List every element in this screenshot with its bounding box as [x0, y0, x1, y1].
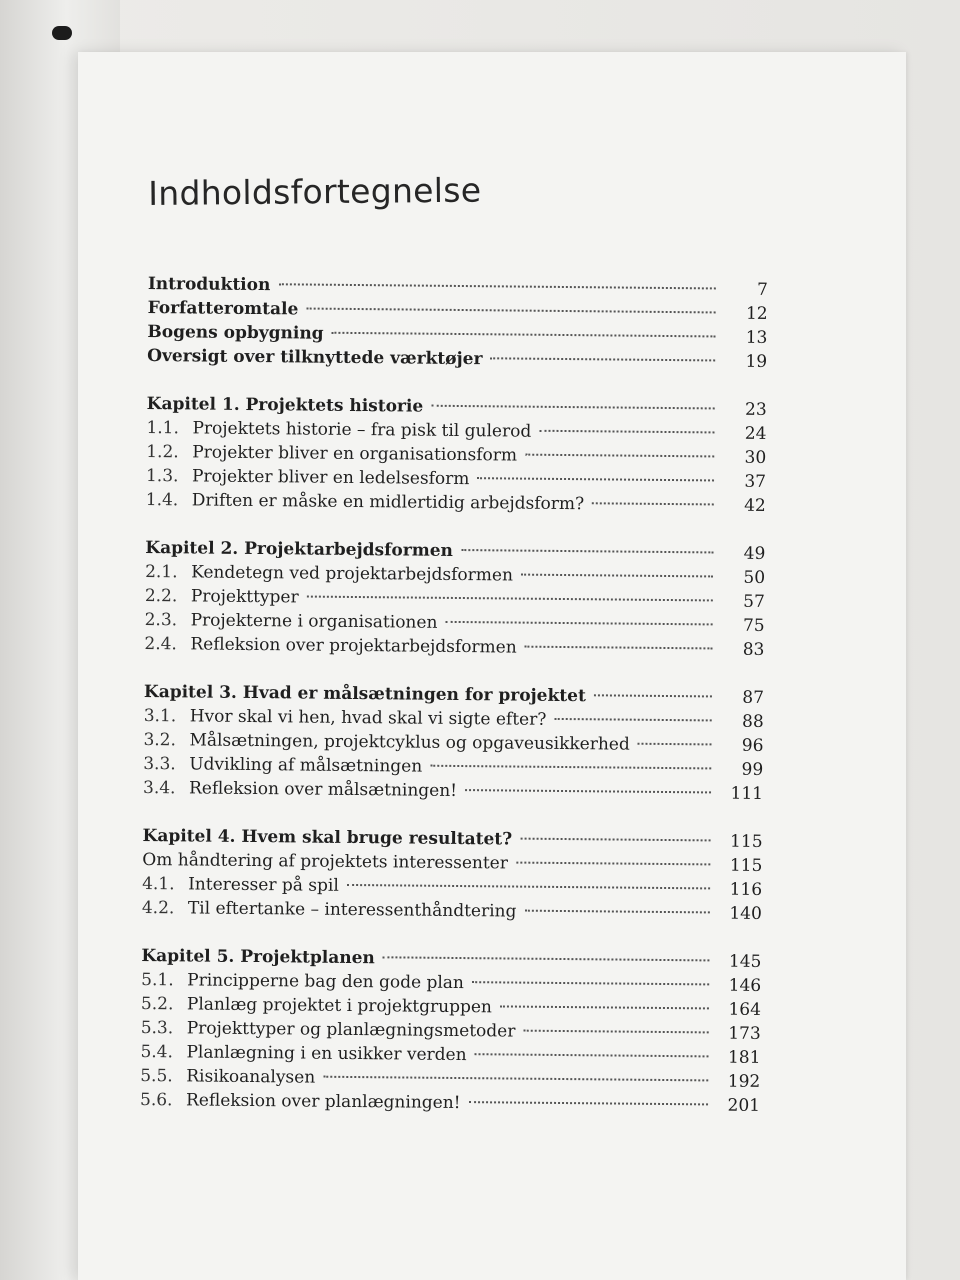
dot-leader [592, 501, 714, 505]
toc-entry-page: 30 [744, 447, 767, 468]
toc-entry-page: 181 [727, 1047, 761, 1068]
toc-entry-number: 5.3. [140, 1017, 174, 1039]
toc-entry-number: 1.4. [145, 489, 179, 511]
toc-entry-page: 99 [741, 759, 764, 780]
toc-entry-title: Projekttyper [190, 586, 299, 608]
toc-entry-title: Kapitel 3. Hvad er målsætningen for projektet [143, 681, 586, 707]
toc-entry-title: Projekttyper og planlægningsmetoder [186, 1018, 516, 1042]
toc-entry-page: 7 [756, 279, 768, 300]
dot-leader [475, 1052, 709, 1057]
page-title: Indholdsfortegnelse [148, 170, 482, 214]
toc-entry-page: 201 [727, 1095, 761, 1116]
dot-leader [594, 693, 712, 697]
dot-leader [347, 883, 710, 889]
toc-entry-page: 146 [728, 975, 762, 996]
toc-entry-title: Til eftertanke – interessenthåndtering [187, 898, 517, 922]
toc-entry-title: Planlæg projektet i projektgruppen [186, 994, 493, 1018]
toc-entry-title: Principperne bag den gode plan [187, 970, 465, 994]
toc-entry-title: Hvor skal vi hen, hvad skal vi sigte efter? [189, 706, 547, 730]
toc-entry [147, 344, 767, 374]
toc-entry-page: 49 [743, 543, 766, 564]
toc-entry-page: 37 [744, 471, 767, 492]
dot-leader [307, 595, 713, 602]
table-of-contents [140, 272, 768, 1118]
toc-entry-page: 57 [743, 591, 765, 612]
toc-entry-page: 24 [744, 423, 767, 444]
dot-leader [465, 788, 711, 793]
dot-leader [469, 1100, 709, 1105]
dot-leader [638, 742, 712, 746]
dot-leader [431, 404, 715, 410]
toc-entry-number: 5.5. [140, 1065, 173, 1087]
toc-entry-title: Projekter bliver en organisationsform [192, 442, 518, 466]
dot-leader [332, 331, 716, 338]
thumb-shadow [52, 26, 72, 40]
toc-entry-number: 2.4. [144, 633, 177, 655]
toc-entry-number: 5.2. [140, 993, 174, 1015]
toc-entry-title: Om håndtering af projektets interessenter [142, 849, 509, 874]
toc-entry [146, 488, 766, 518]
dot-leader [539, 429, 714, 434]
toc-entry-page: 75 [742, 615, 765, 636]
toc-entry-title: Målsætningen, projektcyklus og opgaveusikkerhed [189, 730, 630, 755]
toc-entry-page: 88 [741, 711, 764, 732]
toc-entry-page: 23 [744, 399, 767, 420]
toc-entry-page: 192 [727, 1071, 761, 1092]
dot-leader [490, 356, 715, 361]
toc-entry-title: Introduktion [147, 273, 271, 296]
dot-leader [523, 1029, 708, 1034]
toc-entry-page: 12 [745, 303, 768, 324]
dot-leader [525, 645, 713, 650]
toc-entry [144, 632, 764, 662]
toc-entry-title: Interesser på spil [188, 874, 339, 896]
dot-leader [477, 476, 714, 481]
toc-entry-number: 1.3. [145, 465, 179, 487]
dot-leader [516, 861, 710, 866]
toc-entry-number: 2.1. [145, 561, 178, 583]
dot-leader [323, 1075, 708, 1082]
toc-entry-page: 111 [730, 783, 764, 804]
dot-leader [472, 980, 709, 985]
dot-leader [306, 307, 715, 314]
toc-entry-page: 173 [728, 1023, 761, 1044]
toc-entry-number: 2.2. [144, 585, 178, 607]
toc-entry-title: Kapitel 1. Projektets historie [146, 393, 424, 417]
toc-entry-page: 50 [743, 567, 766, 588]
dot-leader [430, 764, 711, 770]
toc-entry-number: 3.2. [143, 729, 177, 751]
toc-entry-page: 87 [742, 687, 765, 708]
toc-entry-title: Oversigt over tilknyttede værktøjer [147, 345, 483, 370]
toc-entry-title: Kendetegn ved projektarbejdsformen [191, 562, 514, 586]
toc-entry-number: 4.1. [142, 873, 175, 895]
toc-entry-page: 115 [730, 831, 763, 852]
toc-entry-title: Refleksion over projektarbejdsformen [190, 634, 517, 658]
toc-entry-title: Udvikling af målsætningen [189, 754, 423, 777]
toc-entry-title: Planlægning i en usikker verden [186, 1042, 467, 1066]
toc-entry-title: Refleksion over målsætningen! [188, 778, 458, 801]
toc-entry-title: Projekter bliver en ledelsesform [191, 466, 470, 490]
toc-entry [143, 776, 763, 806]
dot-leader [524, 909, 709, 914]
toc-entry-title: Risikoanalysen [186, 1066, 316, 1088]
toc-entry-page: 42 [744, 495, 766, 516]
dot-leader [521, 573, 713, 578]
toc-entry-number: 5.4. [140, 1041, 174, 1063]
dot-leader [445, 620, 712, 626]
toc-entry-number: 1.1. [146, 417, 180, 439]
dot-leader [554, 717, 711, 722]
toc-entry-title: Projektets historie – fra pisk til gulerod [192, 418, 532, 442]
dot-leader [278, 282, 716, 289]
toc-entry-page: 145 [728, 951, 762, 972]
toc-entry-page: 115 [729, 855, 763, 876]
toc-entry-page: 83 [742, 639, 765, 660]
toc-entry-title: Driften er måske en midlertidig arbejdsform? [191, 490, 585, 515]
toc-entry-number: 3.4. [142, 777, 176, 799]
toc-entry-title: Kapitel 5. Projektplanen [141, 945, 375, 969]
toc-entry-number: 3.3. [143, 753, 176, 775]
toc-entry-page: 116 [729, 879, 763, 900]
toc-entry-title: Forfatteromtale [147, 297, 299, 320]
toc-entry-page: 13 [745, 327, 768, 348]
dot-leader [520, 837, 710, 842]
toc-entry-title: Refleksion over planlægningen! [185, 1090, 461, 1114]
toc-entry-page: 164 [728, 999, 762, 1020]
toc-entry-page: 19 [745, 351, 768, 372]
toc-entry-number: 1.2. [146, 441, 179, 463]
toc-entry-number: 2.3. [144, 609, 178, 631]
dot-leader [525, 453, 714, 458]
toc-entry-title: Kapitel 2. Projektarbejdsformen [145, 537, 454, 561]
toc-entry [142, 896, 762, 926]
toc-entry-page: 140 [729, 903, 762, 924]
toc-entry-number: 5.6. [139, 1089, 173, 1111]
dot-leader [500, 1004, 709, 1009]
toc-entry-number: 4.2. [141, 897, 175, 919]
dot-leader [383, 955, 710, 961]
toc-entry-page: 96 [741, 735, 764, 756]
dot-leader [461, 548, 713, 553]
toc-entry-title: Projekterne i organisationen [190, 610, 438, 633]
toc-entry-number: 3.1. [143, 705, 177, 727]
toc-entry-number: 5.1. [141, 969, 174, 991]
toc-entry-title: Bogens opbygning [147, 321, 324, 344]
toc-entry-title: Kapitel 4. Hvem skal bruge resultatet? [142, 825, 513, 850]
